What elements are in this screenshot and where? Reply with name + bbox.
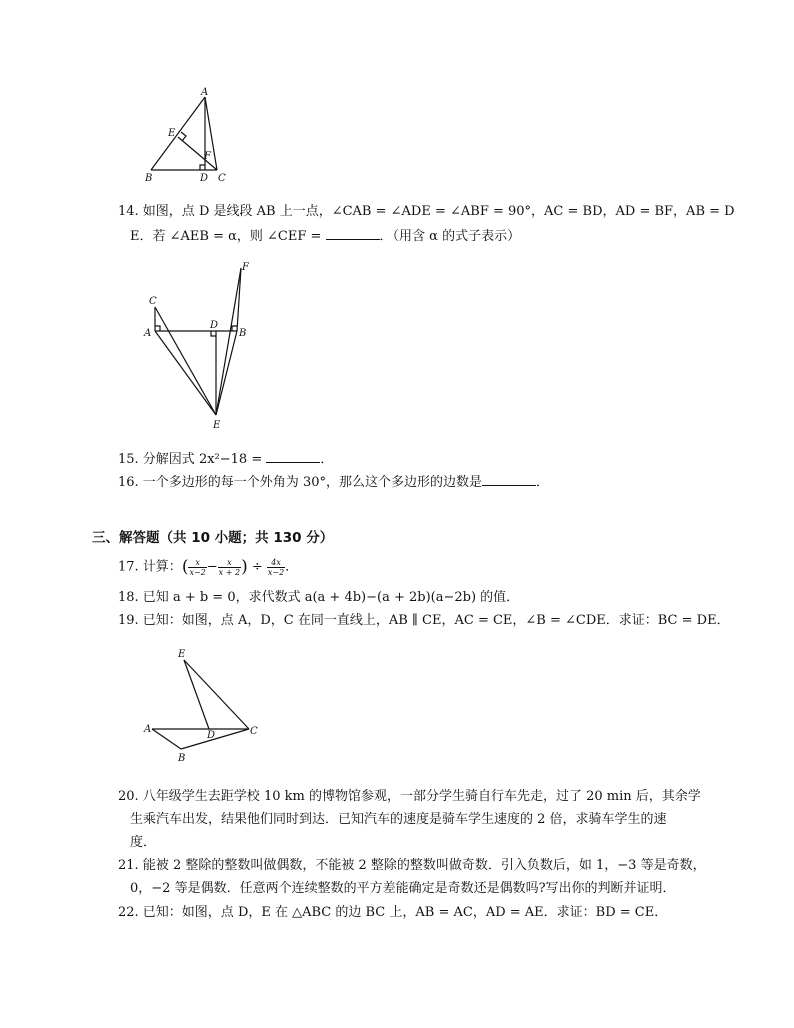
question-17 [118, 555, 298, 580]
label-D: D [200, 173, 209, 184]
fraction-1 [188, 558, 206, 577]
label-A: A [144, 724, 152, 735]
answer-blank-15[interactable] [266, 449, 320, 463]
label-A: A [201, 87, 209, 98]
right-paren: ) [241, 557, 248, 577]
label-E: E [168, 128, 176, 139]
question-22: 22. 已知：如图，点 D，E 在 △ABC 的边 BC 上，AB = AC，AD = AE．求证：BD = CE． [118, 905, 668, 920]
question-16-end: ． [535, 475, 549, 490]
question-20-line2: 生乘汽车出发，结果他们同时到达．已知汽车的速度是骑车学生速度的 2 倍，求骑车学生的速 [130, 812, 667, 827]
label-D: D [207, 730, 216, 741]
label-B: B [239, 328, 247, 339]
segment-AE [155, 331, 216, 415]
answer-blank-16[interactable] [482, 472, 536, 486]
label-C: C [218, 173, 226, 184]
section-title: 三、解答题（共 10 小题；共 130 分） [92, 530, 334, 546]
label-E: E [178, 649, 186, 660]
question-15 [118, 449, 333, 469]
left-paren: ( [181, 557, 189, 577]
segment-CE [178, 137, 217, 170]
fraction-3 [267, 558, 285, 577]
label-A: A [144, 328, 152, 339]
segment-CE [155, 307, 219, 415]
label-C: C [149, 296, 157, 307]
label-D: D [210, 320, 219, 331]
fraction-3-num: 4x [267, 558, 285, 568]
question-15-end: ． [320, 452, 334, 467]
figure-q13 [140, 84, 240, 184]
fraction-3-den: x−2 [267, 567, 285, 577]
label-E: E [213, 420, 221, 431]
label-F: F [242, 262, 249, 273]
question-19: 19. 已知：如图，点 A，D，C 在同一直线上，AB ∥ CE，AC = CE，∠B = ∠CDE．求证：BC = DE． [118, 613, 730, 628]
segment-AB [151, 97, 205, 170]
label-F: F [204, 151, 211, 162]
segment-BE [216, 331, 237, 415]
question-17-label: 17. 计算： [118, 559, 182, 575]
fraction-2-den: x + 2 [218, 567, 241, 577]
question-15-text: 15. 分解因式 2x²−18 = [118, 452, 267, 467]
right-angle-D [211, 331, 216, 336]
question-14-text: E．若 ∠AEB = α，则 ∠CEF = [130, 229, 326, 244]
divide-sign: ÷ [251, 559, 263, 575]
question-20-line3: 度． [130, 835, 157, 850]
right-angle-D [200, 165, 205, 170]
fraction-1-num: x [188, 558, 206, 568]
label-B: B [145, 173, 153, 184]
answer-blank-14[interactable] [326, 226, 380, 240]
figure-q19 [140, 645, 270, 770]
question-16-text: 16. 一个多边形的每一个外角为 30°，那么这个多边形的边数是 [118, 475, 482, 490]
question-14-hint: ．（用含 α 的式子表示） [379, 229, 521, 244]
figure-q14 [140, 258, 260, 433]
question-18: 18. 已知 a + b = 0，求代数式 a(a + 4b)−(a + 2b)(a−2b) 的值． [118, 590, 520, 605]
right-angle-A [155, 326, 160, 331]
minus-sign: − [206, 559, 218, 575]
question-21-line1: 21. 能被 2 整除的整数叫做偶数，不能被 2 整除的整数叫做奇数．引入负数后，如 1，−3 等是奇数， [118, 858, 706, 873]
segment-AB [152, 729, 181, 749]
segment-CE [184, 660, 249, 729]
question-21-line2: 0，−2 等是偶数．任意两个连续整数的平方差能确定是奇数还是偶数吗?写出你的判断并证明． [130, 881, 676, 896]
fraction-1-den: x−2 [189, 567, 206, 577]
question-16 [118, 472, 549, 492]
segment-FE [216, 268, 241, 415]
question-17-end: ． [285, 559, 299, 575]
right-angle-B [232, 326, 237, 331]
fraction-2 [218, 558, 241, 577]
fraction-2-num: x [218, 558, 241, 568]
question-20-line1: 20. 八年级学生去距学校 10 km 的博物馆参观，一部分学生骑自行车先走，过了 20 min 后，其余学 [118, 789, 701, 804]
segment-DE [184, 660, 209, 729]
label-C: C [250, 726, 258, 737]
question-14-line2 [130, 226, 520, 246]
label-B: B [178, 753, 186, 764]
question-14-line1: 14. 如图，点 D 是线段 AB 上一点，∠CAB = ∠ADE = ∠ABF = 90°，AC = BD，AD = BF，AB = D [118, 204, 735, 219]
